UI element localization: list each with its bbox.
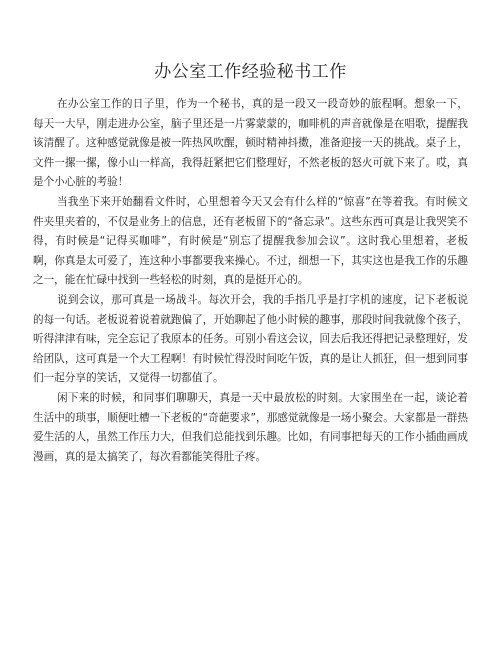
document-title: 办公室工作经验秘书工作 bbox=[154, 62, 347, 82]
paragraph-2: 当我坐下来开始翻看文件时，心里想着今天又会有什么样的“惊喜”在等着我。有时候文件夹里夹着的，不仅是业务上的信息，还有老板留下的“备忘录”。这些东西可真是让我哭笑不得，有时候是“记得买咖啡”，有时候是“别忘了提醒我参加会议”。这时我心里想着，老板啊，你真是太可爱了，连这种小事都要我来操心。不过，细想一下，其实这也是我工作的乐趣之一，能在忙碌中找到一些轻松的时刻，真的是挺开心的。 bbox=[33, 195, 468, 287]
paragraph-1: 在办公室工作的日子里，作为一个秘书，真的是一段又一段奇妙的旅程啊。想象一下，每天一大早，刚走进办公室，脑子里还是一片雾蒙蒙的，咖啡机的声音就像是在唱歌，提醒我该清醒了。这种感觉就像是被一阵热风吹醒，顿时精神抖擞，准备迎接一天的挑战。桌子上，文件一摞一摞，像小山一样高，我得赶紧把它们整理好，不然老板的怒火可就下来了。哎，真是个小心脏的考验！ bbox=[33, 98, 468, 189]
paragraph-3: 说到会议，那可真是一场战斗。每次开会，我的手指几乎是打字机的速度，记下老板说的每一句话。老板说着说着就跑偏了，开始聊起了他小时候的趣事，那段时间我就像个孩子，听得津津有味，完全忘记了我原本的任务。可别小看这会议，回去后我还得把记录整理好，发给团队，这可真是一个大工程啊！有时候忙得没时间吃午饭，真的是让人抓狂，但一想到同事们一起分享的笑话，又觉得一切都值了。 bbox=[33, 293, 468, 385]
paragraph-4: 闲下来的时候，和同事们聊聊天，真是一天中最放松的时刻。大家围坐在一起，谈论着生活中的琐事，顺便吐槽一下老板的“奇葩要求”，那感觉就像是一场小聚会。大家都是一群热爱生活的人，虽然工作压力大，但我们总能找到乐趣。比如，有同事把每天的工作小插曲画成漫画，真的是太搞笑了，每次看都能笑得肚子疼。 bbox=[33, 391, 468, 463]
